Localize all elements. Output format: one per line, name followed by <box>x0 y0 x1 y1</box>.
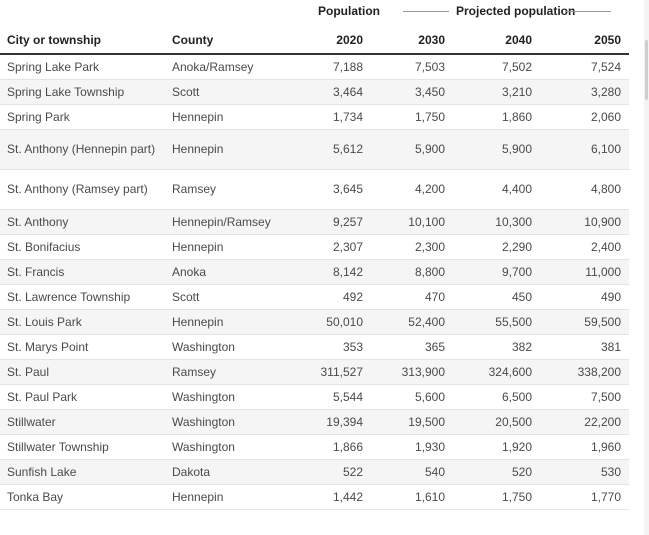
cell-city <box>0 104 166 129</box>
cell-2030: 1,930 <box>372 434 456 459</box>
cell-2040: 20,500 <box>456 409 540 434</box>
cell-county: Washington <box>166 409 290 434</box>
cell-2050: 7,524 <box>540 54 629 79</box>
table-row <box>0 359 629 384</box>
column-header-2020[interactable]: 2020 <box>290 26 372 54</box>
cell-2050: 11,000 <box>540 259 629 284</box>
column-group-header <box>0 0 649 26</box>
cell-city <box>0 234 166 259</box>
scrollbar-thumb[interactable] <box>645 40 648 100</box>
projected-population-group <box>403 4 611 18</box>
cell-2020: 1,734 <box>290 104 372 129</box>
cell-county: Anoka/Ramsey <box>166 54 290 79</box>
cell-2050: 59,500 <box>540 309 629 334</box>
city-name: St. Anthony (Hennepin part) <box>7 142 156 156</box>
population-group-label: Population <box>318 4 380 18</box>
cell-city <box>0 169 166 209</box>
cell-2050: 530 <box>540 459 629 484</box>
cell-2040: 7,502 <box>456 54 540 79</box>
cell-county: Scott <box>166 79 290 104</box>
cell-2030: 7,503 <box>372 54 456 79</box>
cell-county: Hennepin <box>166 309 290 334</box>
cell-city <box>0 309 166 334</box>
cell-county: Hennepin <box>166 234 290 259</box>
table-row <box>0 484 629 509</box>
cell-2050: 1,770 <box>540 484 629 509</box>
table-row <box>0 54 629 79</box>
table-row <box>0 169 629 209</box>
cell-2020: 2,307 <box>290 234 372 259</box>
cell-2020: 353 <box>290 334 372 359</box>
city-name: St. Lawrence Township <box>7 289 131 304</box>
cell-county: Anoka <box>166 259 290 284</box>
cell-2020: 1,866 <box>290 434 372 459</box>
cell-city <box>0 54 166 79</box>
cell-2040: 5,900 <box>456 129 540 169</box>
cell-2050: 2,060 <box>540 104 629 129</box>
cell-2040: 520 <box>456 459 540 484</box>
group-rule-right <box>565 11 611 12</box>
cell-county: Hennepin/Ramsey <box>166 209 290 234</box>
cell-2030: 1,750 <box>372 104 456 129</box>
cell-city <box>0 284 166 309</box>
cell-2040: 1,920 <box>456 434 540 459</box>
group-rule-left <box>403 11 449 12</box>
cell-county: Ramsey <box>166 169 290 209</box>
cell-county: Scott <box>166 284 290 309</box>
city-name: Spring Lake Park <box>7 59 100 74</box>
cell-2040: 4,400 <box>456 169 540 209</box>
population-table <box>0 26 629 510</box>
column-header-2030[interactable]: 2030 <box>372 26 456 54</box>
cell-2020: 3,645 <box>290 169 372 209</box>
cell-2030: 1,610 <box>372 484 456 509</box>
table-row <box>0 209 629 234</box>
cell-2030: 5,900 <box>372 129 456 169</box>
table-row <box>0 309 629 334</box>
table-row <box>0 284 629 309</box>
cell-city <box>0 359 166 384</box>
cell-2040: 6,500 <box>456 384 540 409</box>
city-name: Stillwater Township <box>7 439 109 454</box>
table-body <box>0 54 629 509</box>
city-name: Sunfish Lake <box>7 464 77 479</box>
city-name: St. Louis Park <box>7 314 82 329</box>
cell-2050: 22,200 <box>540 409 629 434</box>
table-row <box>0 434 629 459</box>
cell-city <box>0 434 166 459</box>
cell-2040: 55,500 <box>456 309 540 334</box>
cell-2040: 1,860 <box>456 104 540 129</box>
cell-2020: 1,442 <box>290 484 372 509</box>
city-name: St. Paul Park <box>7 389 78 404</box>
cell-county: Hennepin <box>166 129 290 169</box>
cell-2050: 7,500 <box>540 384 629 409</box>
cell-2020: 5,612 <box>290 129 372 169</box>
cell-2040: 450 <box>456 284 540 309</box>
city-name: St. Anthony (Ramsey part) <box>7 182 148 196</box>
cell-2030: 4,200 <box>372 169 456 209</box>
cell-city <box>0 209 166 234</box>
cell-county: Dakota <box>166 459 290 484</box>
cell-2020: 8,142 <box>290 259 372 284</box>
city-name: St. Francis <box>7 264 65 279</box>
cell-2040: 1,750 <box>456 484 540 509</box>
cell-2020: 522 <box>290 459 372 484</box>
cell-2050: 490 <box>540 284 629 309</box>
cell-2020: 492 <box>290 284 372 309</box>
table-row <box>0 129 629 169</box>
cell-2050: 2,400 <box>540 234 629 259</box>
cell-2020: 3,464 <box>290 79 372 104</box>
cell-city <box>0 484 166 509</box>
city-name: St. Bonifacius <box>7 239 81 254</box>
cell-county: Ramsey <box>166 359 290 384</box>
cell-2050: 338,200 <box>540 359 629 384</box>
column-header-2040[interactable]: 2040 <box>456 26 540 54</box>
city-name: Tonka Bay <box>7 489 64 504</box>
cell-2050: 381 <box>540 334 629 359</box>
cell-city <box>0 459 166 484</box>
vertical-scrollbar[interactable] <box>644 0 649 535</box>
cell-2040: 382 <box>456 334 540 359</box>
table-row <box>0 384 629 409</box>
column-header-county[interactable]: County <box>166 26 290 54</box>
table-row <box>0 79 629 104</box>
cell-2030: 2,300 <box>372 234 456 259</box>
cell-2040: 9,700 <box>456 259 540 284</box>
city-name: St. Anthony <box>7 214 69 229</box>
cell-city <box>0 409 166 434</box>
cell-2030: 19,500 <box>372 409 456 434</box>
cell-2030: 3,450 <box>372 79 456 104</box>
cell-city <box>0 129 166 169</box>
cell-2020: 19,394 <box>290 409 372 434</box>
cell-2050: 10,900 <box>540 209 629 234</box>
table-header-row <box>0 26 629 54</box>
cell-2020: 311,527 <box>290 359 372 384</box>
cell-2030: 52,400 <box>372 309 456 334</box>
cell-2020: 50,010 <box>290 309 372 334</box>
city-name: Stillwater <box>7 414 56 429</box>
column-header-2050[interactable]: 2050 <box>540 26 629 54</box>
cell-2050: 3,280 <box>540 79 629 104</box>
cell-city <box>0 79 166 104</box>
cell-city <box>0 334 166 359</box>
projected-population-group-label: Projected population <box>456 4 576 18</box>
table-row <box>0 234 629 259</box>
cell-county: Hennepin <box>166 104 290 129</box>
cell-city <box>0 259 166 284</box>
table-row <box>0 459 629 484</box>
city-name: St. Marys Point <box>7 339 89 354</box>
cell-2030: 5,600 <box>372 384 456 409</box>
cell-2040: 3,210 <box>456 79 540 104</box>
cell-2030: 313,900 <box>372 359 456 384</box>
table-row <box>0 104 629 129</box>
city-name: Spring Lake Township <box>7 84 125 99</box>
cell-2020: 9,257 <box>290 209 372 234</box>
cell-2030: 10,100 <box>372 209 456 234</box>
cell-2030: 8,800 <box>372 259 456 284</box>
cell-2030: 540 <box>372 459 456 484</box>
city-name: Spring Park <box>7 109 70 124</box>
cell-county: Washington <box>166 434 290 459</box>
cell-2040: 2,290 <box>456 234 540 259</box>
cell-2040: 324,600 <box>456 359 540 384</box>
cell-2020: 5,544 <box>290 384 372 409</box>
cell-2050: 4,800 <box>540 169 629 209</box>
cell-2050: 1,960 <box>540 434 629 459</box>
cell-county: Washington <box>166 384 290 409</box>
cell-2030: 365 <box>372 334 456 359</box>
table-row <box>0 409 629 434</box>
table-row <box>0 334 629 359</box>
cell-county: Hennepin <box>166 484 290 509</box>
table-row <box>0 259 629 284</box>
cell-2030: 470 <box>372 284 456 309</box>
cell-2050: 6,100 <box>540 129 629 169</box>
cell-city <box>0 384 166 409</box>
cell-county: Washington <box>166 334 290 359</box>
cell-2020: 7,188 <box>290 54 372 79</box>
column-header-city[interactable]: City or township <box>0 26 166 54</box>
cell-2040: 10,300 <box>456 209 540 234</box>
city-name: St. Paul <box>7 364 50 379</box>
